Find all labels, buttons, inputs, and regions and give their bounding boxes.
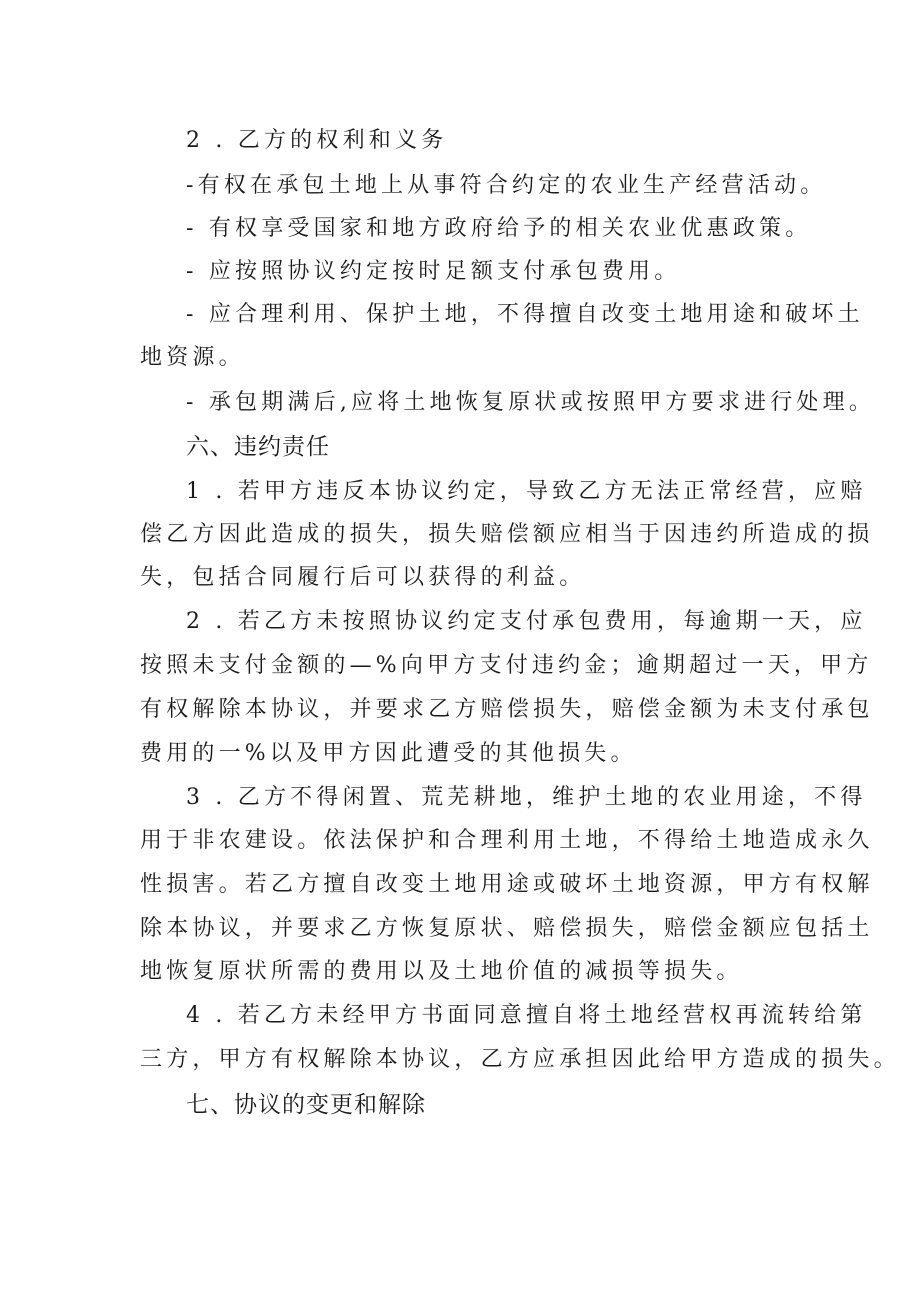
paragraph-line: 1 . 若甲方违反本协议约定，导致乙方无法正常经营，应赔: [186, 479, 867, 504]
bullet-line: - 应合理利用、保护土地，不得擅自改变土地用途和破坏土: [186, 302, 864, 327]
paragraph-line: 费用的一%以及甲方因此遭受的其他损失。: [140, 741, 637, 766]
subsection-title: 2 . 乙方的权利和义务: [186, 128, 448, 153]
bullet-line: - 有权享受国家和地方政府给予的相关农业优惠政策。: [186, 216, 812, 241]
paragraph-line: 用于非农建设。依法保护和合理利用土地，不得给土地造成永久: [140, 828, 874, 853]
paragraph-line: 偿乙方因此造成的损失，损失赔偿额应相当于因违约所造成的损: [140, 522, 874, 547]
paragraph-line: 4 . 若乙方未经甲方书面同意擅自将土地经营权再流转给第: [186, 1003, 867, 1028]
paragraph-line: 按照未支付金额的—%向甲方支付违约金；逾期超过一天，甲方: [140, 653, 873, 678]
paragraph-line: 有权解除本协议，并要求乙方赔偿损失，赔偿金额为未支付承包: [140, 697, 874, 722]
paragraph-line: 2 . 若乙方未按照协议约定支付承包费用，每逾期一天，应: [186, 609, 867, 634]
bullet-line: - 应按照协议约定按时足额支付承包费用。: [186, 259, 681, 284]
section-heading-breach: 六、违约责任: [186, 434, 330, 460]
paragraph-line: 3 . 乙方不得闲置、荒芜耕地，维护土地的农业用途，不得: [186, 785, 867, 810]
section-heading-amendment: 七、协议的变更和解除: [186, 1092, 426, 1118]
bullet-line: -有权在承包土地上从事符合约定的农业生产经营活动。: [186, 173, 827, 198]
paragraph-line: 三方，甲方有权解除本协议，乙方应承担因此给甲方造成的损失。: [140, 1047, 900, 1072]
paragraph-line: 性损害。若乙方擅自改变土地用途或破坏土地资源，甲方有权解: [140, 872, 874, 897]
bullet-line: - 承包期满后,应将土地恢复原状或按照甲方要求进行处理。: [186, 390, 876, 415]
paragraph-line: 失，包括合同履行后可以获得的利益。: [140, 565, 586, 590]
paragraph-line: 地恢复原状所需的费用以及土地价值的减损等损失。: [140, 959, 743, 984]
paragraph-line: 除本协议，并要求乙方恢复原状、赔偿损失，赔偿金额应包括土: [140, 916, 874, 941]
bullet-line-continued: 地资源。: [140, 345, 245, 370]
